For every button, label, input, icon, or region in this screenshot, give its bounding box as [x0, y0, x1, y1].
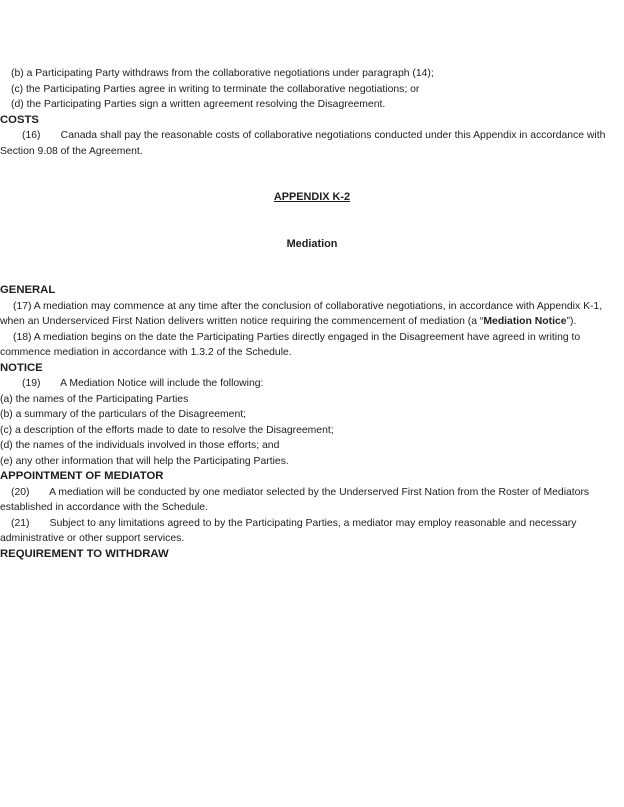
notice-item-e: (e) any other information that will help the Participating Parties. [0, 455, 289, 467]
section-heading-general: GENERAL [0, 284, 56, 296]
notice-item-c: (c) a description of the efforts made to date to resolve the Disagreement; [0, 424, 334, 436]
list-item-d: (d) the Participating Parties sign a written agreement resolving the Disagreement. [11, 99, 386, 110]
paragraph-17 [0, 299, 624, 330]
section-heading-costs: COSTS [0, 113, 39, 126]
section-heading-requirement-to-withdraw: REQUIREMENT TO WITHDRAW [0, 547, 169, 560]
paragraph-21: (21) Subject to any limitations agreed to by the Participating Parties, a mediator may employ reasonable and necessary administrative or other support services. [0, 517, 580, 544]
paragraph-17-text-pre: (17) A mediation may commence at any time after the conclusion of collaborative negotiations, in accordance with Appendix K-1, when an Underserviced First Nation delivers written notice requiring the commencement of mediation (a “ [0, 300, 606, 327]
notice-item-b: (b) a summary of the particulars of the Disagreement; [0, 409, 247, 420]
paragraph-20: (20) A mediation will be conducted by one mediator selected by the Underserved First Nation from the Roster of Mediators established in accordance with the Schedule. [0, 486, 593, 513]
section-heading-appointment-of-mediator: APPOINTMENT OF MEDIATOR [0, 470, 164, 482]
paragraph-16: (16) Canada shall pay the reasonable costs of collaborative negotiations conducted under this Appendix in accordance with Section 9.08 of the Agreement. [0, 130, 609, 157]
notice-item-d: (d) the names of the individuals involved in those efforts; and [0, 440, 280, 451]
paragraph-17-text-post: ”). [566, 316, 577, 327]
appendix-title-block [0, 159, 624, 283]
section-heading-notice: NOTICE [0, 361, 43, 374]
appendix-title: APPENDIX K-2 [273, 191, 351, 203]
list-item-b: (b) a Participating Party withdraws from the collaborative negotiations under paragraph (14); [11, 68, 434, 79]
appendix-subtitle: Mediation [286, 237, 338, 250]
list-item-c: (c) the Participating Parties agree in writing to terminate the collaborative negotiations; or [11, 83, 420, 95]
notice-item-a: (a) the names of the Participating Parties [0, 393, 189, 405]
paragraph-18: (18) A mediation begins on the date the Participating Parties directly engaged in the Disagreement have agreed in writing to commence mediation in accordance with 1.3.2 of the Schedule. [0, 331, 584, 358]
defined-term-mediation-notice: Mediation Notice [483, 316, 567, 327]
paragraph-19: (19) A Mediation Notice will include the following: [22, 378, 264, 389]
